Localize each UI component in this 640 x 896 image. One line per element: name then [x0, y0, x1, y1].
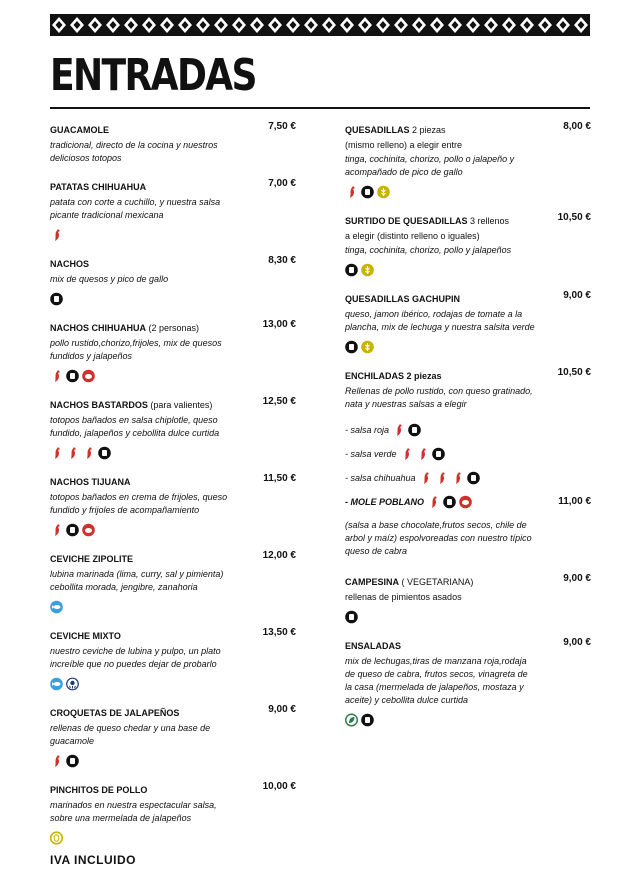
pork-icon: [459, 495, 472, 509]
menu-item-name: ENCHILADAS 2 piezas: [345, 371, 442, 381]
cheese-icon: [66, 369, 79, 383]
menu-item: [345, 120, 591, 199]
menu-item: [345, 636, 591, 727]
menu-item: [345, 289, 591, 354]
menu-item-name: PINCHITOS DE POLLO: [50, 785, 148, 795]
menu-item-description: mix de quesos y pico de gallo: [50, 274, 169, 284]
menu-item: [345, 211, 591, 277]
menu-item: [50, 177, 296, 242]
cheese-icon: [467, 471, 480, 485]
menu-item: [50, 626, 296, 691]
menu-item-price: 8,30 €: [268, 255, 296, 266]
sauce-option: [345, 471, 591, 485]
menu-column-left: [50, 120, 296, 857]
chili-icon: [82, 446, 95, 460]
page-title: ENTRADAS: [50, 50, 256, 101]
gluten-icon: [361, 263, 374, 277]
chili-icon: [416, 447, 429, 461]
sauce-option: [345, 447, 591, 461]
menu-item-price: 7,00 €: [268, 178, 296, 189]
menu-item-name: NACHOS: [50, 259, 90, 269]
menu-item-note: (para valientes): [147, 400, 213, 410]
cheese-icon: [361, 185, 374, 199]
sauce-options: [345, 423, 591, 509]
menu-item: [50, 472, 296, 537]
allergen-icons: [50, 291, 296, 306]
menu-item-price: 8,00 €: [563, 121, 591, 132]
fish-icon: [50, 677, 63, 691]
allergen-icons: [345, 339, 591, 354]
gluten-icon: [361, 340, 374, 354]
gluten-icon: [377, 185, 390, 199]
menu-item-name: ENSALADAS: [345, 641, 402, 651]
cheese-icon: [98, 446, 111, 460]
allergen-icons: [345, 262, 591, 277]
chili-icon: [50, 369, 63, 383]
cheese-icon: [408, 423, 421, 437]
chili-icon: [435, 471, 448, 485]
menu-item: [50, 254, 296, 306]
menu-item: [50, 549, 296, 614]
menu-item-price: 7,50 €: [268, 121, 296, 132]
menu-item-description: nuestro ceviche de lubina y pulpo, un plato increíble que no puedes dejar de probarlo: [50, 646, 221, 669]
cheese-icon: [66, 523, 79, 537]
cheese-icon: [361, 713, 374, 727]
menu-item: [50, 395, 296, 460]
sauce-option-label: - salsa chihuahua: [345, 473, 416, 483]
allergen-icons: [50, 522, 296, 537]
menu-item-name: CEVICHE ZIPOLITE: [50, 554, 134, 564]
allergen-icons: [345, 609, 591, 624]
cheese-icon: [345, 340, 358, 354]
allergen-icons: [50, 599, 296, 614]
allergen-icons: [50, 445, 296, 460]
menu-item-description: tinga, cochinita, chorizo, pollo y jalapeños: [345, 245, 512, 255]
allergen-icons: [50, 753, 296, 768]
menu-item-name: NACHOS CHIHUAHUA: [50, 323, 146, 333]
cheese-icon: [443, 495, 456, 509]
menu-item-note: 3 rellenos: [467, 216, 510, 226]
menu-item-description: patata con corte a cuchillo, y nuestra salsa picante tradicional mexicana: [50, 197, 221, 220]
menu-item-description: pollo rustido,chorizo,frijoles, mix de quesos fundidos y jalapeños: [50, 338, 222, 361]
chili-icon: [345, 185, 358, 199]
menu-item-price: 10,50 €: [557, 367, 591, 378]
menu-item: [50, 703, 296, 768]
sauce-option-label: - MOLE POBLANO: [345, 497, 424, 507]
fish-icon: [50, 600, 63, 614]
menu-item-description-plain: (mismo relleno) a elegir entre: [345, 140, 463, 150]
menu-item-description-plain: a elegir (distinto relleno o iguales): [345, 231, 480, 241]
mole-description: (salsa a base chocolate,frutos secos, chile de arbol y maíz) espolvoreadas con nuestro típico queso de cabra: [345, 520, 532, 556]
chili-icon: [419, 471, 432, 485]
menu-item-price: 13,00 €: [262, 319, 296, 330]
menu-item-price: 12,00 €: [262, 550, 296, 561]
menu-item-price: 9,00 €: [563, 637, 591, 648]
allergen-icons: [345, 712, 591, 727]
menu-item-description: lubina marinada (lima, curry, sal y pimienta) cebollita morada, jengibre, zanahoria: [50, 569, 224, 592]
menu-item: [345, 572, 591, 624]
allergen-icons: [345, 184, 591, 199]
pork-icon: [82, 369, 95, 383]
menu-item-name: GUACAMOLE: [50, 125, 109, 135]
chili-icon: [66, 446, 79, 460]
sauce-option-price: 11,00 €: [558, 496, 591, 507]
menu-item-description: tinga, cochinita, chorizo, pollo o jalapeño y acompañado de pico de gallo: [345, 154, 515, 177]
title-divider: [50, 107, 590, 109]
menu-item-price: 12,50 €: [262, 396, 296, 407]
menu-item-name: NACHOS BASTARDOS: [50, 400, 148, 410]
menu-item-name: QUESADILLAS GACHUPIN: [345, 294, 461, 304]
egg-icon: [50, 831, 63, 845]
menu-item-description: totopos bañados en salsa chiplotle, queso fundido, jalapeños y cebollita dulce curtida: [50, 415, 220, 438]
menu-item-description-plain: rellenas de pimientos asados: [345, 592, 462, 602]
menu-item-name: CEVICHE MIXTO: [50, 631, 121, 641]
menu-item: [50, 120, 296, 165]
chili-icon: [50, 754, 63, 768]
menu-item-price: 13,50 €: [262, 627, 296, 638]
sauce-option: [345, 423, 591, 437]
chili-icon: [400, 447, 413, 461]
chili-icon: [50, 228, 63, 242]
menu-item-price: 9,00 €: [563, 290, 591, 301]
menu-item-note: (2 personas): [146, 323, 200, 333]
veggie-icon: [345, 713, 358, 727]
allergen-icons: [50, 368, 296, 383]
menu-item: [50, 318, 296, 383]
chili-icon: [50, 523, 63, 537]
menu-item: [345, 366, 591, 411]
octopus-icon: [66, 677, 79, 691]
menu-item-price: 9,00 €: [268, 704, 296, 715]
sauce-option: [345, 495, 591, 509]
chili-icon: [50, 446, 63, 460]
sauce-option-label: - salsa roja: [345, 425, 390, 435]
chili-icon: [451, 471, 464, 485]
menu-item-name: PATATAS CHIHUAHUA: [50, 182, 147, 192]
cheese-icon: [345, 610, 358, 624]
chili-icon: [392, 423, 405, 437]
menu-item-description: totopos bañados en crema de frijoles, queso fundido y frijoles de acompañamiento: [50, 492, 228, 515]
chili-icon: [427, 495, 440, 509]
cheese-icon: [432, 447, 445, 461]
menu-item-name: NACHOS TIJUANA: [50, 477, 131, 487]
menu-item-name: QUESADILLAS: [345, 125, 410, 135]
decorative-pattern-border: [50, 14, 590, 36]
menu-column-right: [345, 120, 591, 739]
cheese-icon: [66, 754, 79, 768]
menu-item-price: 11,50 €: [263, 473, 296, 484]
menu-item: [50, 780, 296, 845]
allergen-icons: [50, 676, 296, 691]
allergen-icons: [50, 227, 296, 242]
menu-item-price: 9,00 €: [563, 573, 591, 584]
menu-item-name: SURTIDO DE QUESADILLAS: [345, 216, 468, 226]
cheese-icon: [50, 292, 63, 306]
menu-item-description: tradicional, directo de la cocina y nuestros deliciosos totopos: [50, 140, 218, 163]
menu-item-description: rellenas de queso chedar y una base de guacamole: [50, 723, 211, 746]
cheese-icon: [345, 263, 358, 277]
menu-item-name: CAMPESINA: [345, 577, 400, 587]
menu-item-price: 10,00 €: [262, 781, 296, 792]
pork-icon: [82, 523, 95, 537]
menu-item-price: 10,50 €: [557, 212, 591, 223]
menu-item-description: queso, jamon ibérico, rodajas de tomate a la plancha, mix de lechuga y nuestra salsita verde: [345, 309, 535, 332]
menu-item-name: CROQUETAS DE JALAPEÑOS: [50, 708, 180, 718]
menu-item-note: ( VEGETARIANA): [399, 577, 474, 587]
allergen-icons: [50, 830, 296, 845]
menu-item-description: Rellenas de pollo rustido, con queso gratinado, nata y nuestras salsas a elegir: [345, 386, 533, 409]
tax-included-note: IVA INCLUIDO: [50, 853, 136, 867]
menu-item-description: marinados en nuestra espectacular salsa, sobre una mermelada de jalapeños: [50, 800, 217, 823]
menu-item-description: mix de lechugas,tiras de manzana roja,rodaja de queso de cabra, frutos secos, vinagreta de la casa (mermelada de jalapeños, mostaza y aceite) y cebollita dulce curtida: [345, 656, 528, 705]
sauce-option-label: - salsa verde: [345, 449, 397, 459]
menu-item-note: 2 piezas: [409, 125, 446, 135]
